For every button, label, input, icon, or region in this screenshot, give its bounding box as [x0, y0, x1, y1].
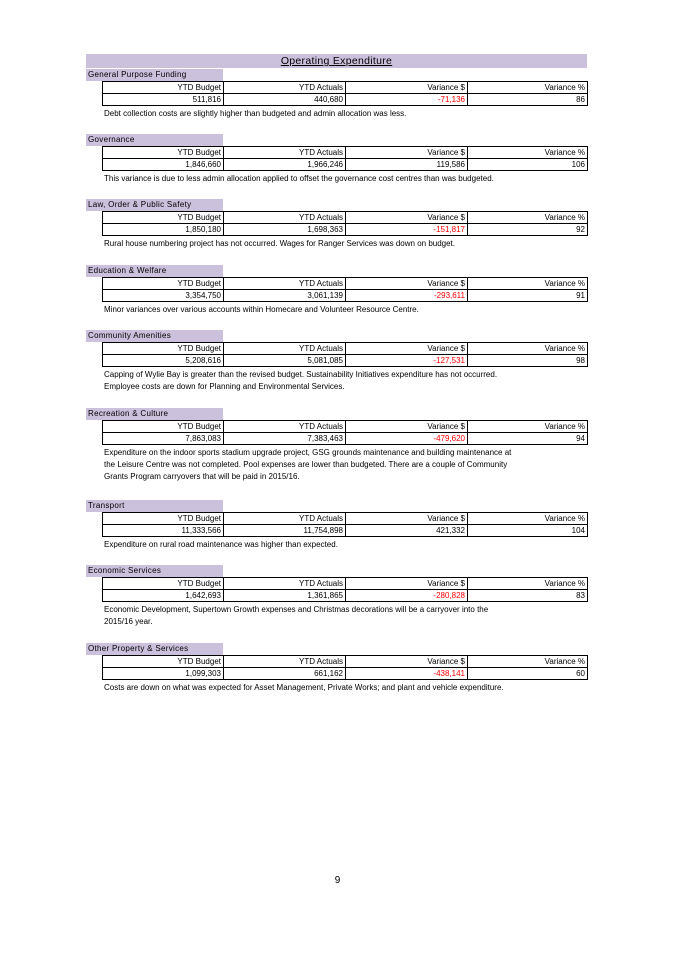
- variance-dollars-value: -479,620: [346, 433, 468, 445]
- section-label: Education & Welfare: [86, 265, 223, 277]
- variance-table: [102, 655, 588, 680]
- section-transport: [86, 500, 587, 551]
- variance-percent-value: 86: [468, 94, 588, 106]
- header-variance-dollars: Variance $: [346, 212, 468, 224]
- variance-dollars-value: -151,817: [346, 224, 468, 236]
- header-ytd-actuals: YTD Actuals: [224, 656, 346, 668]
- section-note: This variance is due to less admin allocation applied to offset the governance cost centres than was budgeted.: [104, 174, 494, 183]
- section-label: Governance: [86, 134, 223, 146]
- variance-table: [102, 146, 588, 171]
- header-variance-dollars: Variance $: [346, 578, 468, 590]
- ytd-actuals-value: 1,966,246: [224, 159, 346, 171]
- header-row: [103, 578, 588, 590]
- ytd-budget-value: 11,333,566: [103, 525, 224, 537]
- variance-dollars-value: -71,136: [346, 94, 468, 106]
- header-ytd-budget: YTD Budget: [103, 278, 224, 290]
- ytd-budget-value: 1,642,693: [103, 590, 224, 602]
- header-variance-percent: Variance %: [468, 343, 588, 355]
- header-variance-dollars: Variance $: [346, 513, 468, 525]
- variance-percent-value: 91: [468, 290, 588, 302]
- header-ytd-actuals: YTD Actuals: [224, 212, 346, 224]
- header-variance-percent: Variance %: [468, 578, 588, 590]
- section-label: Recreation & Culture: [86, 408, 223, 420]
- variance-percent-value: 98: [468, 355, 588, 367]
- page-number: 9: [334, 875, 341, 886]
- header-ytd-budget: YTD Budget: [103, 212, 224, 224]
- section-note: Rural house numbering project has not occurred. Wages for Ranger Services was down on budget.: [104, 239, 456, 248]
- ytd-actuals-value: 3,061,139: [224, 290, 346, 302]
- header-variance-percent: Variance %: [468, 212, 588, 224]
- header-ytd-budget: YTD Budget: [103, 578, 224, 590]
- header-row: [103, 343, 588, 355]
- variance-dollars-value: -280,828: [346, 590, 468, 602]
- section-education-welfare: [86, 265, 587, 316]
- value-row: [103, 668, 588, 680]
- variance-percent-value: 104: [468, 525, 588, 537]
- ytd-actuals-value: 661,162: [224, 668, 346, 680]
- header-ytd-actuals: YTD Actuals: [224, 578, 346, 590]
- header-variance-percent: Variance %: [468, 656, 588, 668]
- header-ytd-actuals: YTD Actuals: [224, 513, 346, 525]
- value-row: [103, 355, 588, 367]
- header-variance-dollars: Variance $: [346, 421, 468, 433]
- header-variance-percent: Variance %: [468, 421, 588, 433]
- header-ytd-budget: YTD Budget: [103, 513, 224, 525]
- section-note: Expenditure on rural road maintenance was higher than expected.: [104, 540, 338, 549]
- section-other-property-services: [86, 643, 587, 694]
- section-governance: [86, 134, 587, 185]
- ytd-budget-value: 1,099,303: [103, 668, 224, 680]
- header-variance-dollars: Variance $: [346, 278, 468, 290]
- page-title: Operating Expenditure: [280, 55, 393, 67]
- variance-table: [102, 577, 588, 602]
- variance-percent-value: 83: [468, 590, 588, 602]
- value-row: [103, 433, 588, 445]
- header-variance-dollars: Variance $: [346, 343, 468, 355]
- header-row: [103, 147, 588, 159]
- header-row: [103, 82, 588, 94]
- value-row: [103, 224, 588, 236]
- header-ytd-budget: YTD Budget: [103, 656, 224, 668]
- ytd-actuals-value: 11,754,898: [224, 525, 346, 537]
- section-note: Economic Development, Supertown Growth expenses and Christmas decorations will be a carryover into the 2015/16 year.: [104, 605, 489, 626]
- value-row: [103, 159, 588, 171]
- ytd-budget-value: 5,208,616: [103, 355, 224, 367]
- header-row: [103, 212, 588, 224]
- ytd-budget-value: 511,816: [103, 94, 224, 106]
- section-note: Minor variances over various accounts within Homecare and Volunteer Resource Centre.: [104, 305, 419, 314]
- header-ytd-budget: YTD Budget: [103, 421, 224, 433]
- variance-table: [102, 512, 588, 537]
- variance-percent-value: 60: [468, 668, 588, 680]
- section-economic-services: [86, 565, 587, 628]
- header-ytd-budget: YTD Budget: [103, 343, 224, 355]
- section-label: Law, Order & Public Safety: [86, 199, 223, 211]
- variance-percent-value: 106: [468, 159, 588, 171]
- ytd-actuals-value: 7,383,463: [224, 433, 346, 445]
- variance-table: [102, 342, 588, 367]
- value-row: [103, 590, 588, 602]
- section-general-purpose-funding: [86, 69, 587, 120]
- header-ytd-actuals: YTD Actuals: [224, 278, 346, 290]
- ytd-actuals-value: 5,081,085: [224, 355, 346, 367]
- section-law-order-public-safety: [86, 199, 587, 250]
- ytd-actuals-value: 1,361,865: [224, 590, 346, 602]
- header-ytd-budget: YTD Budget: [103, 147, 224, 159]
- ytd-budget-value: 7,863,083: [103, 433, 224, 445]
- ytd-budget-value: 3,354,750: [103, 290, 224, 302]
- section-note: Debt collection costs are slightly higher than budgeted and admin allocation was less.: [104, 109, 407, 118]
- value-row: [103, 525, 588, 537]
- page-title-bar: [86, 54, 587, 68]
- variance-table: [102, 211, 588, 236]
- value-row: [103, 290, 588, 302]
- section-label: Community Amenities: [86, 330, 223, 342]
- section-label: General Purpose Funding: [86, 69, 223, 81]
- header-variance-percent: Variance %: [468, 278, 588, 290]
- section-label: Economic Services: [86, 565, 223, 577]
- header-ytd-actuals: YTD Actuals: [224, 343, 346, 355]
- variance-dollars-value: 421,332: [346, 525, 468, 537]
- header-variance-percent: Variance %: [468, 82, 588, 94]
- header-row: [103, 278, 588, 290]
- ytd-budget-value: 1,850,180: [103, 224, 224, 236]
- header-row: [103, 421, 588, 433]
- header-variance-dollars: Variance $: [346, 147, 468, 159]
- header-ytd-actuals: YTD Actuals: [224, 421, 346, 433]
- ytd-actuals-value: 1,698,363: [224, 224, 346, 236]
- section-note: Costs are down on what was expected for Asset Management, Private Works; and plant and vehicle expenditure.: [104, 683, 504, 692]
- variance-dollars-value: -438,141: [346, 668, 468, 680]
- variance-table: [102, 277, 588, 302]
- section-note: Expenditure on the indoor sports stadium upgrade project, GSG grounds maintenance and building maintenance at the Leisure Centre was not completed. Pool expenses are lower than budgeted. There are a couple of Community Grants Program carryovers that will be paid in 2015/16.: [104, 448, 512, 481]
- section-recreation-culture: [86, 408, 587, 483]
- variance-table: [102, 420, 588, 445]
- header-variance-percent: Variance %: [468, 147, 588, 159]
- header-variance-percent: Variance %: [468, 513, 588, 525]
- header-variance-dollars: Variance $: [346, 656, 468, 668]
- section-note: Capping of Wylie Bay is greater than the revised budget. Sustainability Initiatives expenditure has not occurred. Employee costs are down for Planning and Environmental Services.: [104, 370, 498, 391]
- variance-dollars-value: 119,586: [346, 159, 468, 171]
- variance-table: [102, 81, 588, 106]
- ytd-budget-value: 1,846,660: [103, 159, 224, 171]
- section-label: Other Property & Services: [86, 643, 223, 655]
- variance-dollars-value: -127,531: [346, 355, 468, 367]
- section-community-amenities: [86, 330, 587, 393]
- header-variance-dollars: Variance $: [346, 82, 468, 94]
- ytd-actuals-value: 440,680: [224, 94, 346, 106]
- variance-percent-value: 94: [468, 433, 588, 445]
- header-row: [103, 656, 588, 668]
- header-row: [103, 513, 588, 525]
- section-label: Transport: [86, 500, 223, 512]
- header-ytd-actuals: YTD Actuals: [224, 82, 346, 94]
- variance-percent-value: 92: [468, 224, 588, 236]
- header-ytd-actuals: YTD Actuals: [224, 147, 346, 159]
- variance-dollars-value: -293,611: [346, 290, 468, 302]
- value-row: [103, 94, 588, 106]
- header-ytd-budget: YTD Budget: [103, 82, 224, 94]
